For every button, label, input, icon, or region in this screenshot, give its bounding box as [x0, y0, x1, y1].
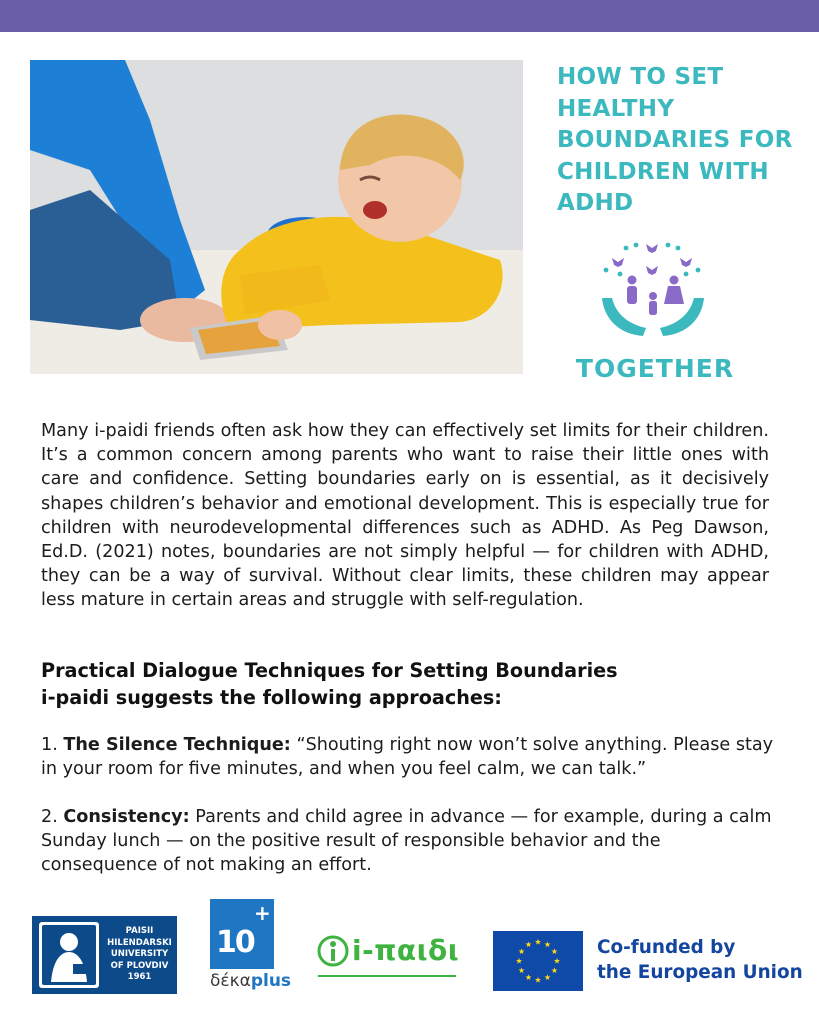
dekaplus-mark: 10 + [210, 899, 274, 969]
eu-cofunded-text: Co-funded by the European Union [597, 937, 803, 983]
eu-flag-icon [493, 931, 583, 991]
intro-paragraph: Many i-paidi friends often ask how they can effectively set limits for their children. It’s a common concern among parents who want to raise their little ones with care and confidence. Setting boundaries early on is essential, as it decisively shapes children’s behavior and emotional development. This is especially true for children with neurodevelopmental differences such as ADHD. As Peg Dawson, Ed.D. (2021) notes, boundaries are not simply helpful — for children with ADHD, they can be a way of survival. Without clear limits, these children may appear less mature in certain areas and struggle with self-regulation. [41, 421, 769, 611]
university-seal-icon [37, 920, 101, 990]
item-text: Parents and child agree in advance — for example, during a calm Sunday lunch — on the positive result of responsible behavior and the consequence of not making an effort. [41, 807, 772, 876]
section-heading-line2: i-paidi suggests the following approaches: [41, 686, 502, 709]
dekaplus-logo [210, 899, 292, 995]
hero-photo [30, 60, 523, 374]
ipaidi-tagline-decoration [312, 973, 462, 981]
item-label: Consistency: [63, 807, 190, 827]
top-color-bar [0, 0, 819, 32]
child-tablet-illustration [30, 60, 523, 374]
together-wordmark: TOGETHER [575, 354, 735, 383]
page-title: HOW TO SET HEALTHY BOUNDARIES FOR CHILDREN WITH ADHD [557, 64, 793, 216]
item-label: The Silence Technique: [63, 735, 291, 755]
section-heading-line1: Practical Dialogue Techniques for Setting Boundaries [41, 659, 618, 682]
ipaidi-wordmark: i-παιδι [352, 934, 460, 967]
dekaplus-wordmark: δέκαplus [210, 971, 292, 991]
ipaidi-logo [312, 928, 462, 988]
section-heading [41, 657, 781, 711]
item-text: “Shouting right now won’t solve anything. Please stay in your room for five minutes, and when you feel calm, we can talk.” [41, 735, 774, 780]
item-number: 1. [41, 735, 58, 755]
together-logo-icon [598, 238, 708, 343]
university-logo [32, 916, 177, 994]
university-name: PAISII HILENDARSKI UNIVERSITY OF PLOVDIV 1961 [107, 926, 172, 982]
ipaidi-emblem-icon [316, 934, 350, 968]
item-number: 2. [41, 807, 58, 827]
list-item [41, 805, 781, 878]
list-item [41, 733, 781, 781]
